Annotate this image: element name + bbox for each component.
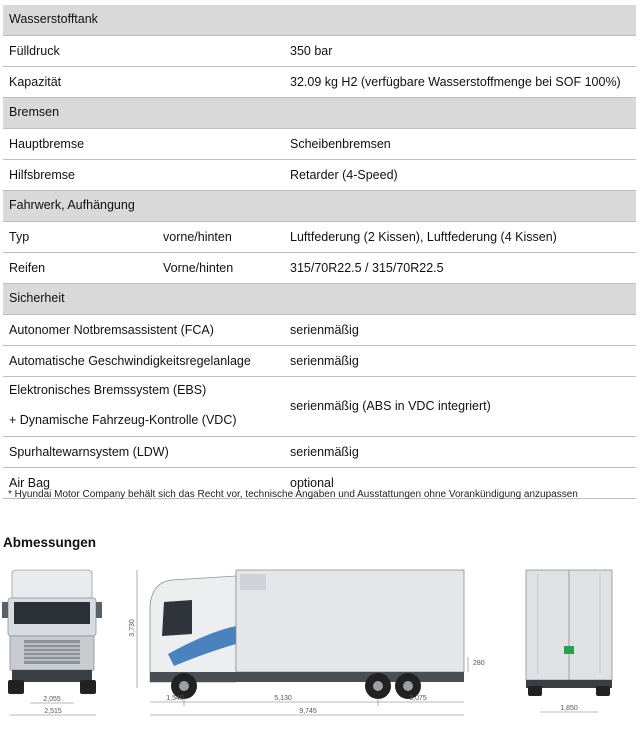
spec-label: Hilfsbremse bbox=[9, 168, 75, 182]
spec-value: Scheibenbremsen bbox=[290, 137, 391, 151]
wheelbase-label: 5,130 bbox=[274, 695, 292, 702]
spec-label: Spurhaltewarnsystem (LDW) bbox=[9, 445, 169, 459]
spec-label: Automatische Geschwindigkeitsregelanlage bbox=[9, 354, 251, 368]
spec-label: Typ bbox=[9, 230, 30, 244]
spec-value: 315/70R22.5 / 315/70R22.5 bbox=[290, 261, 444, 275]
height-label: 3,730 bbox=[129, 619, 136, 637]
section-title: Fahrwerk, Aufhängung bbox=[9, 198, 135, 212]
spec-label: + Dynamische Fahrzeug-Kontrolle (VDC) bbox=[9, 413, 237, 427]
footnote: * Hyundai Motor Company behält sich das Recht vor, technische Angaben und Ausstattungen ohne Vorankündigung anzupassen bbox=[8, 489, 578, 500]
spec-row bbox=[3, 160, 636, 191]
spec-value: serienmäßig bbox=[290, 354, 359, 368]
spec-label: Elektronisches Bremssystem (EBS) bbox=[9, 383, 207, 397]
spec-row bbox=[3, 253, 636, 284]
spec-value: 350 bar bbox=[290, 44, 333, 58]
section-title: Wasserstofftank bbox=[9, 12, 98, 26]
spec-label: Hauptbremse bbox=[9, 137, 85, 151]
spec-value: serienmäßig bbox=[290, 445, 359, 459]
spec-value: serienmäßig bbox=[290, 323, 359, 337]
spec-label: Autonomer Notbremsassistent (FCA) bbox=[9, 323, 214, 337]
frame-height-label: 280 bbox=[473, 660, 485, 667]
spec-row bbox=[3, 377, 636, 437]
spec-row bbox=[3, 315, 636, 346]
spec-label: Kapazität bbox=[9, 75, 62, 89]
section-header bbox=[3, 5, 636, 36]
spec-row bbox=[3, 67, 636, 98]
spec-table bbox=[3, 5, 636, 499]
section-title: Bremsen bbox=[9, 105, 60, 119]
spec-label: Reifen bbox=[9, 261, 46, 275]
dimensions-title: Abmessungen bbox=[3, 535, 97, 550]
section-header bbox=[3, 98, 636, 129]
spec-row bbox=[3, 36, 636, 67]
spec-value: Luftfederung (2 Kissen), Luftfederung (4 Kissen) bbox=[290, 230, 557, 244]
spec-label: Fülldruck bbox=[9, 44, 60, 58]
spec-row bbox=[3, 346, 636, 377]
section-header bbox=[3, 284, 636, 315]
section-header bbox=[3, 191, 636, 222]
front-width-label: 2,055 bbox=[43, 696, 61, 703]
spec-sublabel: vorne/hinten bbox=[163, 230, 232, 244]
spec-row bbox=[3, 129, 636, 160]
spec-value: optional bbox=[290, 476, 334, 490]
total-length-label: 9,745 bbox=[299, 708, 317, 715]
front-total-width-label: 2,515 bbox=[44, 708, 62, 715]
front-overhang-label: 1,540 bbox=[166, 695, 184, 702]
spec-row bbox=[3, 437, 636, 468]
truck-side-view bbox=[128, 562, 490, 722]
spec-value: Retarder (4-Speed) bbox=[290, 168, 398, 182]
rear-overhang-label: 3,075 bbox=[409, 695, 427, 702]
spec-value: 32.09 kg H2 (verfügbare Wasserstoffmenge bei SOF 100%) bbox=[290, 75, 621, 89]
spec-value: serienmäßig (ABS in VDC integriert) bbox=[290, 399, 491, 413]
spec-sublabel: Vorne/hinten bbox=[163, 261, 234, 275]
spec-label: Air Bag bbox=[9, 476, 50, 490]
truck-front-view bbox=[0, 562, 110, 722]
rear-width-label: 1,850 bbox=[560, 705, 578, 712]
truck-rear-view bbox=[518, 562, 618, 722]
spec-row bbox=[3, 222, 636, 253]
section-title: Sicherheit bbox=[9, 291, 65, 305]
